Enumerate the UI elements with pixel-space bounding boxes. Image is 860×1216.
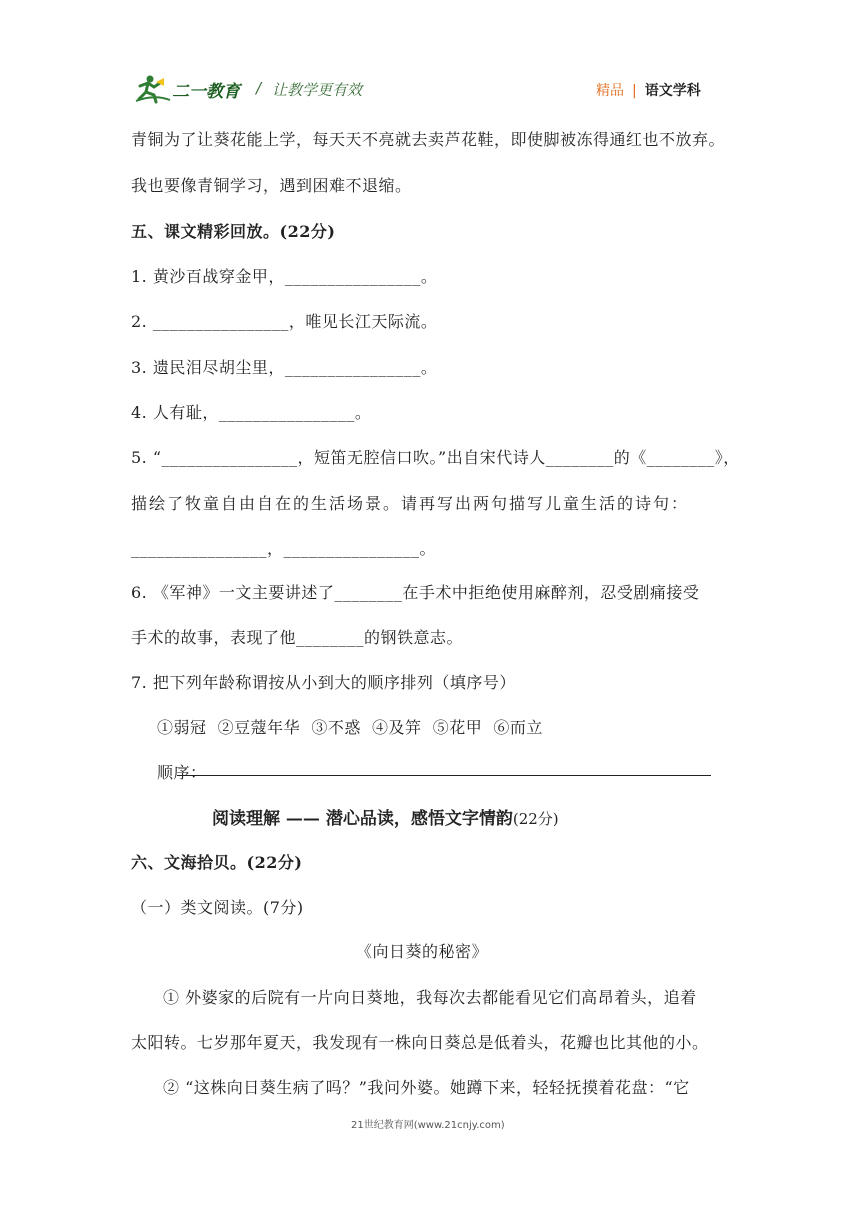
reading-section-title (212, 804, 559, 829)
question-5-line3: ________________，________________。 (131, 539, 437, 558)
paragraph-line: ② “这株向日葵生病了吗？”我问外婆。她蹲下来，轻轻抚摸着花盘：“它 (163, 1078, 690, 1097)
reading-title-text: 阅读理解 —— 潜心品读，感悟文字情韵 (212, 809, 513, 829)
answer-underline (177, 775, 711, 776)
question-4: 4. 人有耻，________________。 (131, 403, 372, 422)
paragraph-line: 太阳转。七岁那年夏天，我发现有一株向日葵总是低着头，花瓣也比其他的小。 (131, 1033, 709, 1052)
page-footer: 21世纪教育网(www.21cnjy.com) (351, 1120, 505, 1131)
section-heading: 六、文海拾贝。(22分) (131, 853, 303, 872)
subject-label: 语文学科 (644, 83, 701, 99)
logo-text: 二一教育 (172, 82, 240, 102)
subsection-heading: （一）类文阅读。(7分) (131, 898, 304, 917)
header-slogan: 让教学更有效 (272, 81, 363, 99)
question-5-line1: 5. “________________，短笛无腔信口吹。”出自宋代诗人________的《________》， (131, 448, 740, 467)
reading-score: (22分) (512, 810, 559, 828)
site-logo (134, 72, 246, 104)
question-2: 2. ________________，唯见长江天际流。 (131, 312, 438, 331)
question-1: 1. 黄沙百战穿金甲，________________。 (131, 267, 438, 286)
question-6-line2: 手术的故事，表现了他________的钢铁意志。 (131, 628, 464, 647)
question-6-line1: 6. 《军神》一文主要讲述了________在手术中拒绝使用麻醉剂，忍受剧痛接受 (131, 583, 700, 602)
header-slash: / (256, 79, 262, 97)
text-line: 青铜为了让葵花能上学，每天天不亮就去卖芦花鞋，即使脚被冻得通红也不放弃。 (131, 130, 726, 149)
jingpin-label: 精品 (596, 83, 624, 99)
question-3: 3. 遗民泪尽胡尘里，________________。 (131, 358, 438, 377)
header-divider: | (632, 83, 637, 99)
text-line: 我也要像青铜学习，遇到困难不退缩。 (131, 176, 412, 195)
question-7-order-label: 顺序： (157, 763, 207, 782)
paragraph-line: ① 外婆家的后院有一片向日葵地，我每次去都能看见它们高昂着头，追着 (163, 988, 697, 1007)
header-subject-tag (596, 80, 701, 100)
question-7-options: ①弱冠 ②豆蔻年华 ③不惑 ④及笄 ⑤花甲 ⑥而立 (157, 718, 543, 737)
question-7: 7. 把下列年龄称谓按从小到大的顺序排列（填序号） (131, 673, 516, 692)
section-heading: 五、课文精彩回放。(22分) (131, 222, 336, 241)
question-5-line2: 描绘了牧童自由自在的生活场景。请再写出两句描写儿童生活的诗句： (131, 494, 690, 513)
article-title: 《向日葵的秘密》 (356, 942, 489, 961)
